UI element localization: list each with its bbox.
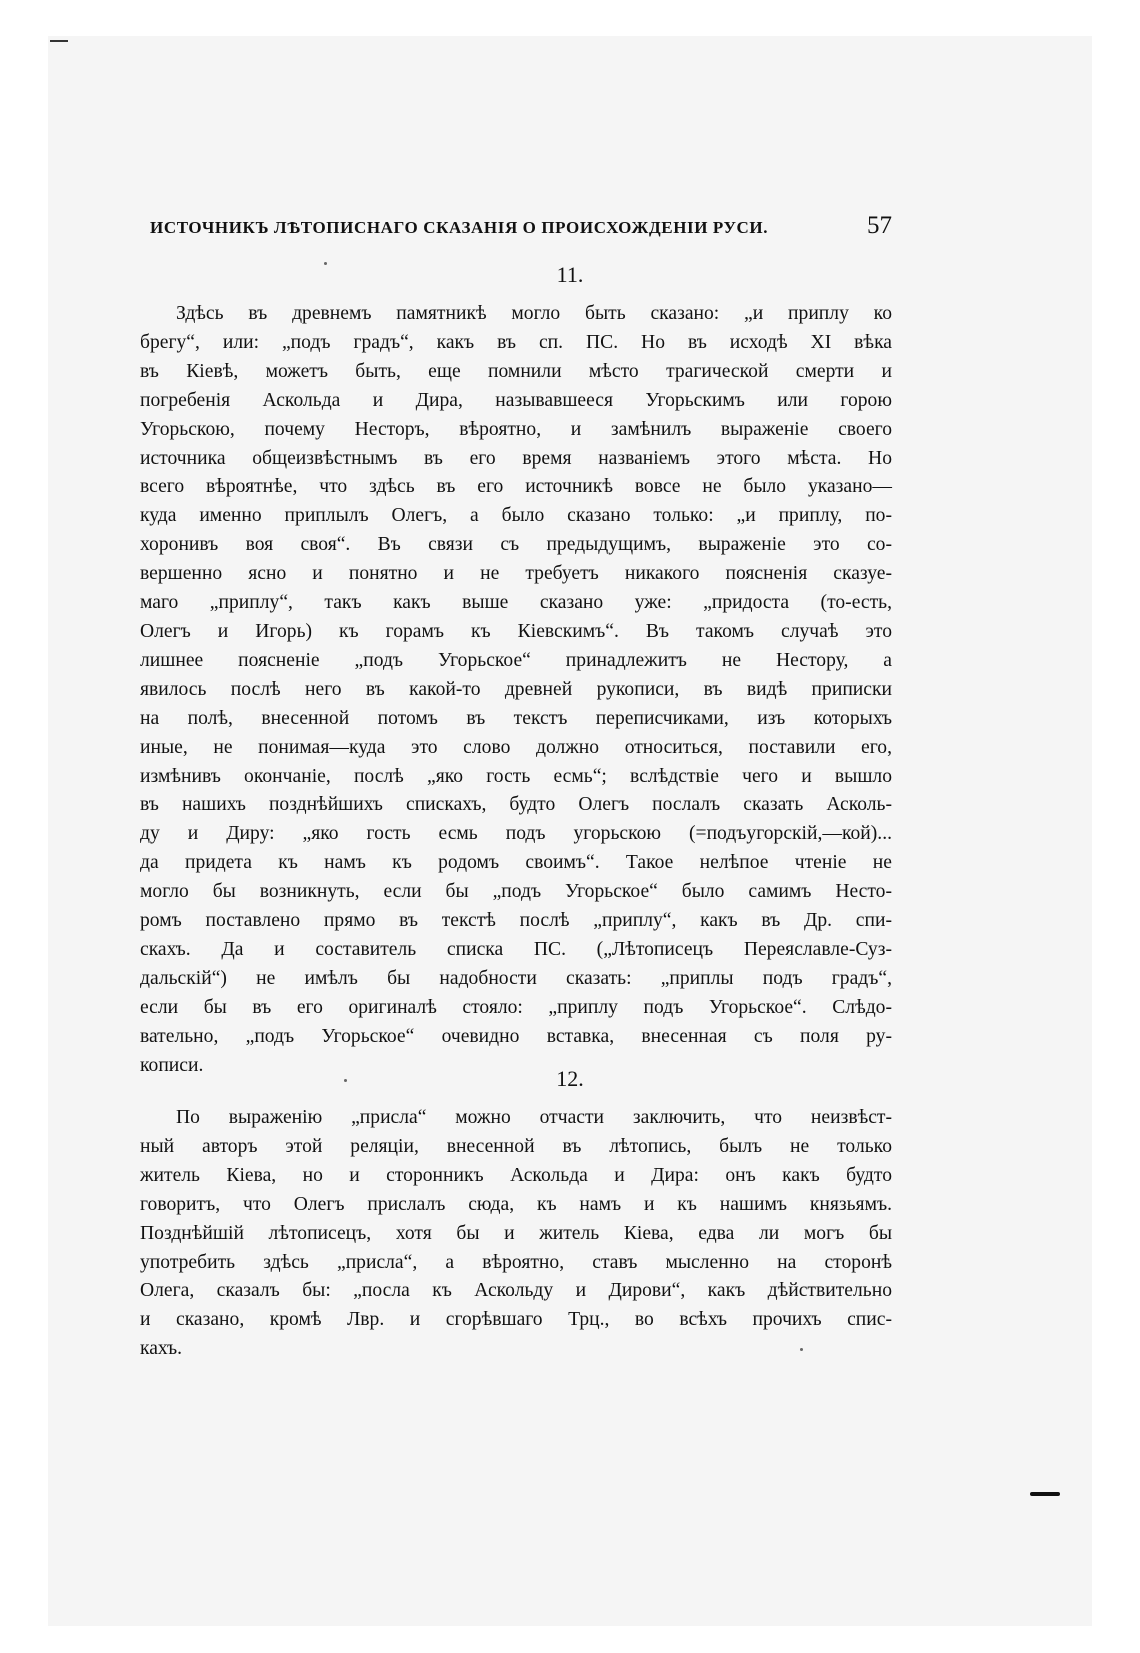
- text-line: маго „приплу“, такъ какъ выше сказано уже: „придоста (то-есть,: [140, 592, 892, 614]
- text-line: По выраженію „присла“ можно отчасти заключить, что неизвѣст-: [176, 1107, 892, 1128]
- scan-corner-mark: [50, 40, 68, 42]
- text-line: ромъ поставлено прямо въ текстѣ послѣ „приплу“, какъ въ Др. спи-: [140, 910, 892, 932]
- text-line: употребить здѣсь „присла“, а вѣроятно, ставъ мысленно на сторонѣ: [140, 1251, 892, 1273]
- text-line: измѣнивъ окончаніе, послѣ „яко гость есмь“; вслѣдствіе чего и вышло: [140, 765, 892, 787]
- text-line: ный авторъ этой реляціи, внесенной въ лѣтопись, былъ не только: [140, 1135, 892, 1157]
- text-line: въ Кіевѣ, можетъ быть, еще помнили мѣсто трагической смерти и: [140, 360, 892, 382]
- section-12-paragraph: [140, 1104, 892, 1364]
- text-line: говоритъ, что Олегъ прислалъ сюда, къ намъ и къ нашимъ князьямъ.: [140, 1193, 892, 1215]
- running-head: [150, 212, 892, 240]
- text-line: куда именно приплылъ Олегъ, а было сказано только: „и приплу, по-: [140, 505, 892, 527]
- text-line: лишнее поясненіе „подъ Угорьское“ принадлежитъ не Нестору, а: [140, 649, 892, 671]
- text-line: хоронивъ воя своя“. Въ связи съ предыдущимъ, выраженіе это со-: [140, 534, 892, 556]
- text-line: въ нашихъ позднѣйшихъ спискахъ, будто Олегъ послалъ сказать Асколь-: [140, 794, 892, 816]
- text-line: Олегъ и Игорь) къ горамъ къ Кіевскимъ“. Въ такомъ случаѣ это: [140, 620, 892, 642]
- text-line: всего вѣроятнѣе, что здѣсь въ его источникѣ вовсе не было указано—: [140, 476, 892, 498]
- text-line: вершенно ясно и понятно и не требуетъ никакого поясненія сказуе-: [140, 563, 892, 585]
- text-line: кахъ.: [140, 1338, 182, 1360]
- text-line: кописи.: [140, 1054, 204, 1076]
- text-line: могло бы возникнуть, если бы „подъ Угорьское“ было самимъ Несто-: [140, 881, 892, 903]
- scan-speck: [324, 262, 327, 265]
- text-line: Угорьскою, почему Несторъ, вѣроятно, и замѣнилъ выраженіе своего: [140, 418, 892, 440]
- text-line: ду и Диру: „яко гость есмь подъ угорьскою (=подъугорскій,—кой)...: [140, 823, 892, 845]
- text-line: если бы въ его оригиналѣ стояло: „приплу подъ Угорьское“. Слѣдо-: [140, 996, 892, 1018]
- text-line: дальскій“) не имѣлъ бы надобности сказать: „приплы подъ градъ“,: [140, 967, 892, 989]
- text-line: вательно, „подъ Угорьское“ очевидно вставка, внесенная съ поля ру-: [140, 1025, 892, 1047]
- margin-dash-mark: [1030, 1492, 1060, 1496]
- text-line: на полѣ, внесенной потомъ въ текстъ переписчиками, изъ которыхъ: [140, 707, 892, 729]
- text-line: Здѣсь въ древнемъ памятникѣ могло быть сказано: „и приплу ко: [176, 303, 892, 324]
- text-line: явилось послѣ него въ какой-то древней рукописи, въ видѣ приписки: [140, 678, 892, 700]
- section-number-11: 11.: [556, 262, 584, 287]
- text-line: житель Кіева, но и сторонникъ Аскольда и Дира: онъ какъ будто: [140, 1164, 892, 1186]
- text-line: брегу“, или: „подъ градъ“, какъ въ сп. ПС. Но въ исходѣ XI вѣка: [140, 331, 892, 353]
- text-line: да придета къ намъ къ родомъ своимъ“. Такое нелѣпое чтеніе не: [140, 852, 892, 874]
- page-number: 57: [867, 212, 892, 239]
- text-line: источника общеизвѣстнымъ въ его время названіемъ этого мѣста. Но: [140, 447, 892, 469]
- scan-speck: [344, 1079, 347, 1082]
- text-line: Олега, сказалъ бы: „посла къ Аскольду и Дирови“, какъ дѣйствительно: [140, 1280, 892, 1302]
- running-title: ИСТОЧНИКЪ ЛѢТОПИСНАГО СКАЗАНІЯ О ПРОИСХОЖДЕНІИ РУСИ.: [150, 218, 769, 237]
- text-line: иные, не понимая—куда это слово должно относиться, поставили его,: [140, 736, 892, 758]
- text-line: и сказано, кромѣ Лвр. и сгорѣвшаго Трц., во всѣхъ прочихъ спис-: [140, 1309, 892, 1331]
- text-line: Позднѣйшій лѣтописецъ, хотя бы и житель Кіева, едва ли могъ бы: [140, 1222, 892, 1244]
- section-11-paragraph: [140, 300, 892, 1080]
- text-line: погребенія Аскольда и Дира, называвшееся Угорьскимъ или горою: [140, 389, 892, 411]
- section-number-12: 12.: [556, 1066, 584, 1091]
- text-line: скахъ. Да и составитель списка ПС. („Лѣтописецъ Переяславле-Суз-: [140, 938, 892, 960]
- scan-speck: [800, 1348, 803, 1351]
